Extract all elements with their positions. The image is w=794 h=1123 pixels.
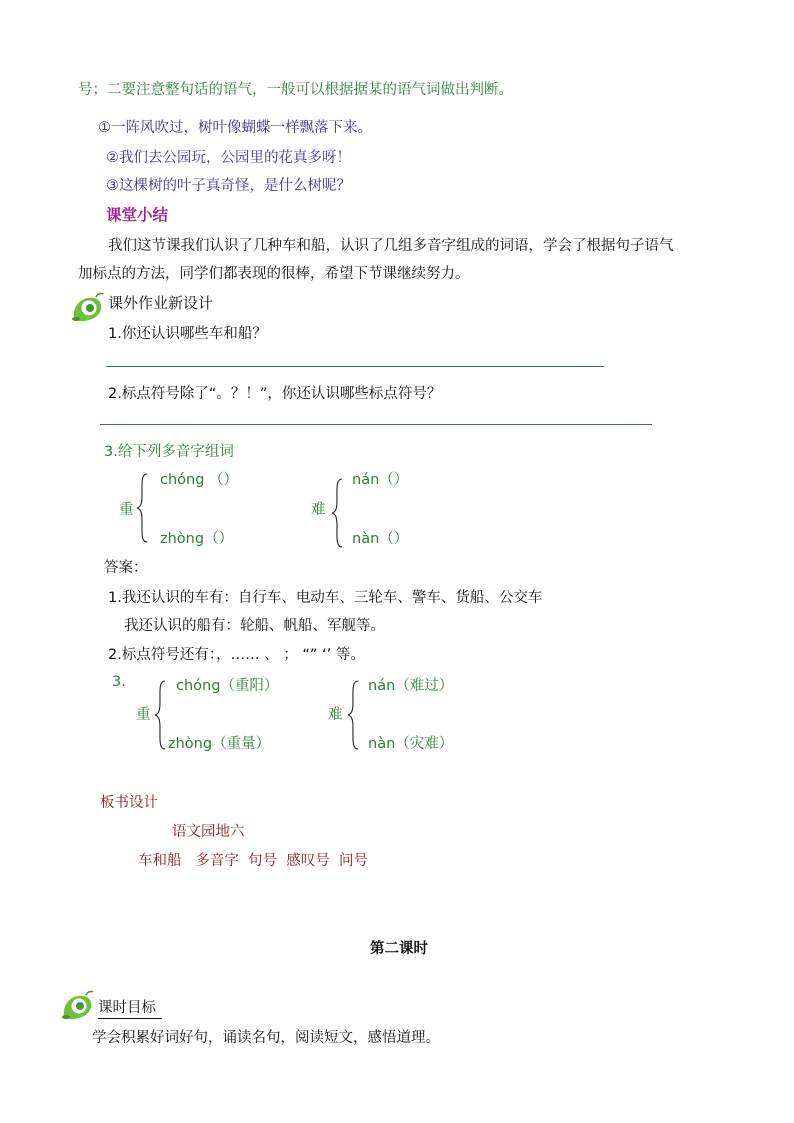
answer-char-chong: 重: [136, 707, 151, 723]
pinyin-nan4-blank: nàn（）: [352, 531, 409, 547]
example-sentence-1: ①一阵风吹过，树叶像蝴蝶一样飘落下来。: [98, 120, 372, 136]
homework-question-2: 2.标点符号除了“。？！”，你还认识哪些标点符号？: [108, 386, 442, 402]
answer-3-number: 3.: [112, 674, 126, 690]
leaf-logo-icon: [60, 990, 96, 1022]
answer-char-nan: 难: [328, 707, 343, 723]
answer-pinyin-chong: chóng（重阳）: [176, 678, 279, 694]
summary-title: 课堂小结: [106, 206, 169, 224]
polyphone-char-chong: 重: [119, 502, 134, 518]
summary-line-2: 加标点的方法，同学们都表现的很棒，希望下节课继续努力。: [78, 266, 470, 282]
brace-icon: [347, 680, 359, 750]
lesson-2-heading: 第二课时: [370, 941, 428, 957]
board-design-subtitle: 语文园地六: [172, 824, 245, 840]
intro-tail-text: 号；二要注意整句话的语气，一般可以根据据某的语气词做出判断。: [78, 82, 513, 98]
polyphone-char-nan: 难: [311, 502, 326, 518]
pinyin-zhong-blank: zhòng（）: [160, 531, 234, 547]
lesson-goal-text: 学会积累好词好句，诵读名句，阅读短文，感悟道理。: [92, 1030, 440, 1046]
pinyin-nan-blank: nán（）: [352, 472, 409, 488]
answer-1-line-1: 1.我还认识的车有：自行车、电动车、三轮车、警车、货船、公交车: [108, 590, 543, 606]
answer-line-1: [106, 366, 604, 367]
answer-pinyin-nan4: nàn（灾难）: [368, 736, 454, 752]
answer-2: 2.标点符号还有：，…… 、 ； “” ‘’ 等。: [108, 647, 365, 663]
answer-1-line-2: 我还认识的船有：轮船、帆船、军舰等。: [124, 618, 385, 634]
board-design-items: 车和船 多音字 句号 感叹号 问号: [138, 853, 368, 869]
brace-icon: [154, 680, 166, 750]
homework-title: 课外作业新设计: [108, 294, 214, 312]
homework-question-1: 1.你还认识哪些车和船？: [108, 326, 267, 342]
brace-icon: [331, 478, 343, 548]
leaf-logo-icon: [70, 292, 106, 324]
answer-pinyin-zhong: zhòng（重量）: [168, 736, 271, 752]
example-sentence-3: ③这棵树的叶子真奇怪，是什么树呢？: [106, 178, 351, 194]
answers-label: 答案：: [104, 560, 148, 576]
pinyin-chong-blank: chóng （）: [160, 472, 239, 488]
summary-line-1: 我们这节课我们认识了几种车和船，认识了几组多音字组成的词语，学会了根据句子语气: [108, 238, 674, 254]
answer-pinyin-nan: nán（难过）: [368, 678, 454, 694]
board-design-title: 板书设计: [100, 795, 158, 811]
answer-line-2: [100, 424, 652, 425]
lesson-goal-title: 课时目标: [98, 996, 162, 1019]
homework-question-3: 3.给下列多音字组词: [104, 444, 234, 460]
brace-icon: [136, 473, 148, 543]
example-sentence-2: ②我们去公园玩，公园里的花真多呀！: [106, 150, 351, 166]
